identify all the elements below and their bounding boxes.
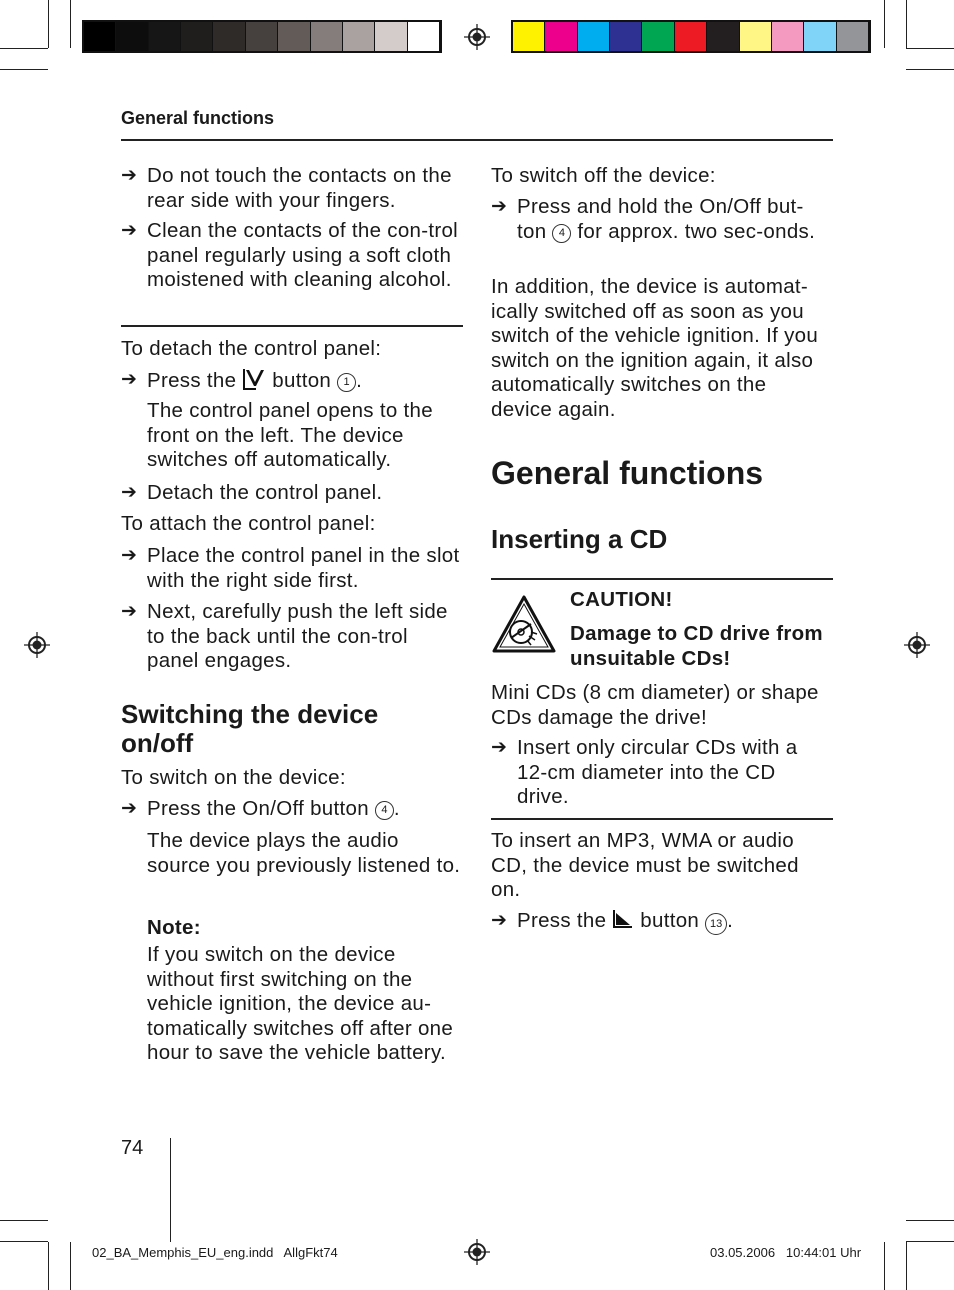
switch-heading: Switching the device on/off bbox=[121, 699, 379, 758]
page-number: 74 bbox=[121, 1137, 144, 1159]
color-swatch bbox=[149, 22, 181, 51]
arrow-icon: ➔ bbox=[491, 737, 508, 758]
color-swatch bbox=[408, 22, 440, 51]
crop-mark bbox=[70, 1242, 71, 1290]
color-swatch bbox=[740, 22, 772, 51]
color-swatch bbox=[84, 22, 116, 51]
caution-cd-warning-icon bbox=[491, 594, 557, 654]
note-label: Note: bbox=[147, 916, 201, 939]
section-heading: General functions bbox=[491, 455, 764, 491]
crop-mark bbox=[906, 69, 954, 70]
arrow-icon: ➔ bbox=[121, 369, 138, 390]
crop-mark bbox=[0, 1220, 48, 1221]
registration-mark-icon bbox=[464, 1239, 490, 1265]
list-item: ➔ Insert only circular CDs with a 12-cm diameter into the CD drive. bbox=[491, 736, 798, 808]
color-swatch bbox=[213, 22, 245, 51]
detach-result: The control panel opens to the front on the left. The device switches off automatically. bbox=[147, 399, 433, 471]
color-swatch bbox=[642, 22, 674, 51]
list-item: ➔ Next, carefully push the left side to the back until the con-trol panel engages. bbox=[121, 600, 448, 672]
color-swatch bbox=[513, 22, 545, 51]
crop-mark bbox=[906, 1241, 954, 1242]
color-swatch bbox=[311, 22, 343, 51]
crop-mark bbox=[906, 0, 907, 48]
color-swatch bbox=[343, 22, 375, 51]
color-swatch bbox=[837, 22, 869, 51]
registration-mark-icon bbox=[464, 24, 490, 50]
list-item: ➔ Clean the contacts of the con-trol panel regularly using a soft cloth moistened with cleaning alcohol. bbox=[121, 219, 459, 291]
registration-mark-icon bbox=[24, 632, 50, 658]
color-control-bar bbox=[511, 20, 871, 53]
list-item: ➔ Press the button 13 . bbox=[491, 909, 833, 935]
button-number-badge: 1 bbox=[337, 373, 356, 392]
color-swatch bbox=[375, 22, 407, 51]
sub-heading: Inserting a CD bbox=[491, 524, 668, 554]
switch-on-result: The device plays the audio source you previously listened to. bbox=[147, 829, 461, 877]
crop-mark bbox=[48, 1242, 49, 1290]
crop-mark bbox=[48, 0, 49, 48]
section-rule bbox=[121, 325, 463, 327]
footer-file-info: 02_BA_Memphis_EU_eng.indd AllgFkt74 bbox=[92, 1245, 338, 1260]
list-item: ➔ Do not touch the contacts on the rear side with your fingers. bbox=[121, 164, 452, 212]
color-swatch bbox=[772, 22, 804, 51]
color-swatch bbox=[278, 22, 310, 51]
arrow-icon: ➔ bbox=[121, 165, 138, 186]
mini-cds-text: Mini CDs (8 cm diameter) or shape CDs damage the drive! bbox=[491, 681, 819, 729]
page-number-divider bbox=[170, 1138, 171, 1242]
gray-color-bar bbox=[82, 20, 442, 53]
attach-intro: To attach the control panel: bbox=[121, 512, 376, 535]
color-swatch bbox=[246, 22, 278, 51]
button-number-badge: 4 bbox=[375, 801, 394, 820]
arrow-icon: ➔ bbox=[121, 482, 138, 503]
arrow-icon: ➔ bbox=[491, 910, 508, 931]
auto-off-text: In addition, the device is automat-ically switched off as soon as you switch of the vehicle ignition. If you switch on the ignition again, it also automatically switches on the device again. bbox=[491, 275, 819, 421]
crop-mark bbox=[70, 0, 71, 48]
open-panel-icon bbox=[612, 909, 634, 929]
color-swatch bbox=[804, 22, 836, 51]
crop-mark bbox=[884, 0, 885, 48]
registration-mark-icon bbox=[904, 632, 930, 658]
crop-mark bbox=[906, 48, 954, 49]
switch-on-intro: To switch on the device: bbox=[121, 766, 346, 789]
detach-intro: To detach the control panel: bbox=[121, 337, 382, 360]
list-item: ➔ Place the control panel in the slot with the right side first. bbox=[121, 544, 460, 592]
color-swatch bbox=[578, 22, 610, 51]
arrow-icon: ➔ bbox=[121, 601, 138, 622]
color-swatch bbox=[181, 22, 213, 51]
caution-subtitle: Damage to CD drive from unsuitable CDs! bbox=[570, 622, 823, 670]
crop-mark bbox=[906, 1220, 954, 1221]
button-number-badge: 4 bbox=[552, 224, 571, 243]
color-swatch bbox=[545, 22, 577, 51]
color-swatch bbox=[610, 22, 642, 51]
button-number-badge: 13 bbox=[705, 913, 727, 935]
caution-title: CAUTION! bbox=[570, 588, 673, 611]
caution-top-rule bbox=[491, 578, 833, 580]
note-text: If you switch on the device without first switching on the vehicle ignition, the device au-tomatically switches off after one hour to save the vehicle battery. bbox=[147, 943, 454, 1064]
crop-mark bbox=[0, 48, 48, 49]
insert-intro: To insert an MP3, WMA or audio CD, the device must be switched on. bbox=[491, 829, 799, 901]
header-rule bbox=[121, 139, 833, 141]
list-item: ➔ Press the On/Off button 4 . bbox=[121, 797, 400, 820]
arrow-icon: ➔ bbox=[121, 798, 138, 819]
arrow-icon: ➔ bbox=[121, 220, 138, 241]
switch-off-intro: To switch off the device: bbox=[491, 164, 716, 187]
color-swatch bbox=[707, 22, 739, 51]
list-item: ➔ Detach the control panel. bbox=[121, 481, 383, 504]
running-header: General functions bbox=[121, 108, 275, 128]
caution-bottom-rule bbox=[491, 818, 833, 820]
crop-mark bbox=[0, 69, 48, 70]
arrow-icon: ➔ bbox=[491, 196, 508, 217]
color-swatch bbox=[675, 22, 707, 51]
list-item: ➔ Press the button 1 . bbox=[121, 369, 363, 392]
list-item: ➔ Press and hold the On/Off but-ton 4 for approx. two sec-onds. bbox=[491, 195, 816, 243]
footer-datetime: 03.05.2006 10:44:01 Uhr bbox=[710, 1245, 862, 1260]
crop-mark bbox=[884, 1242, 885, 1290]
crop-mark bbox=[906, 1242, 907, 1290]
arrow-icon: ➔ bbox=[121, 545, 138, 566]
crop-mark bbox=[0, 1241, 48, 1242]
release-panel-icon bbox=[242, 368, 266, 390]
color-swatch bbox=[116, 22, 148, 51]
